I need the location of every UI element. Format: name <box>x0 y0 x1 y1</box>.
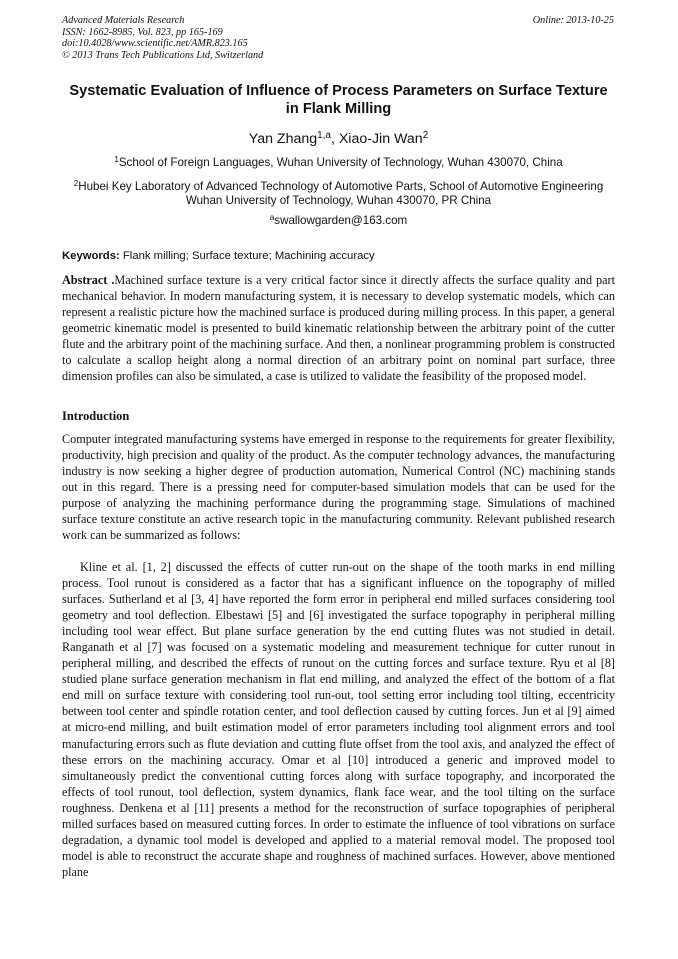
author-1: Yan Zhang <box>248 131 318 147</box>
author-line <box>62 131 615 148</box>
author-2: Xiao-Jin Wan <box>338 131 423 147</box>
affiliation-1-superscript: 1 <box>114 154 119 164</box>
keywords-section <box>62 249 615 263</box>
abstract-section <box>62 272 615 384</box>
affiliation-1-text: School of Foreign Languages, Wuhan University of Technology, Wuhan 430070, China <box>118 156 563 169</box>
affiliation-2 <box>62 180 615 208</box>
issn-line: ISSN: 1662-8985, Vol. 823, pp 165-169 <box>62 26 223 38</box>
author-2-superscript: 2 <box>422 130 429 142</box>
email-address[interactable]: swallowgarden@163.com <box>274 214 408 227</box>
paper-title: Systematic Evaluation of Influence of Process Parameters on Surface Texture in Flank Milling <box>69 83 608 117</box>
introduction-heading: Introduction <box>62 409 130 423</box>
keywords-label: Keywords: <box>62 250 120 262</box>
doi-line[interactable]: doi:10.4028/www.scientific.net/AMR.823.165 <box>62 38 248 50</box>
copyright-line: © 2013 Trans Tech Publications Ltd, Switzerland <box>62 49 264 61</box>
affiliation-2-text: Hubei Key Laboratory of Advanced Technology of Automotive Parts, School of Automotive Engineering Wuhan University of Technology, Wuhan 430070, PR China <box>78 180 604 208</box>
abstract-text: Machined surface texture is a very critical factor since it directly affects the surface quality and part mechanical behavior. In modern manufacturing system, it is necessary to develop systematic models, which can represent a realistic picture how the machined surface is produced during milling process. In this paper, a general geometric kinematic model is presented to build kinematic relationship between the arbitrary point of the cutter flute and the arbitrary point of the machining surface. And then, a nonlinear programming problem is constructed to calculate a scallop height along a normal direction of an arbitrary point on nominal part surface, three dimension profiles can also be simulated, a case is utilized to validate the feasibility of the proposed model. <box>62 273 615 384</box>
introduction-paragraph-1: Computer integrated manufacturing systems have emerged in response to the requirements for greater flexibility, productivity, high precision and quality of the product. As the computer technology advances, the manufacturing industry is now seeking a higher degree of production automation, Numerical Control (NC) machining stands out in this regard. There is a pressing need for computer-based simulation models that can be used for the purpose of analyzing the machining performance during the programming stage. Simulations of machined surface texture constitute an active research topic in the manufacturing community. Relevant published research work can be summarized as follows: <box>62 432 615 543</box>
contact-email <box>62 214 615 228</box>
introduction-paragraph-2: Kline et al. [1, 2] discussed the effects of cutter run-out on the shape of the tooth marks in end milling process. Tool runout is considered as a factor that has a significant influence on the topography of milled surfaces. Sutherland et al [3, 4] have reported the form error in peripheral end milled surfaces considering tool geometry and tool deflection. Elbestawi [5] and [6] investigated the surface topography in peripheral milling including tool wear effect. But plane surface generation by the end cutting flutes was not studied in detail. Ranganath et al [7] was focused on a systematic modeling and measurement technique for cutter runout in peripheral milling, and described the effects of runout on the cutting forces and surface texture. Ryu et al [8] studied plane surface generation mechanism in flat end milling, and analyzed the effect of the bottom of a flat end mill on surface texture with considering tool run-out, tool setting error including tool tilting, eccentricity between tool center and spindle rotation center, and tool deflection caused by cutting forces. Jun et al [9] aimed at micro-end milling, and built estimation model of error parameters including tool alignment errors and tool manufacturing errors such as flute deviation and cutting flute offset from the tool axis, and analyzed the effect of these errors on the machining accuracy. Omar et al [10] introduced a generic and improved model to simultaneously predict the conventional cutting forces along with surface topography, and incorporated the effects of tool runout, tool deflection, system dynamics, flank face wear, and the tool tilting on the surface roughness. Denkena et al [11] presents a method for the reconstruction of surface topographies of peripheral milled surfaces based on measured cutting forces. In order to estimate the influence of tool vibrations on surface degradation, a dynamic tool model is developed and applied to a material removal model. The proposed tool model is able to reconstruct the accurate shape and roughness of machined surfaces. However, above mentioned plane <box>62 560 615 879</box>
email-superscript: a <box>269 212 275 222</box>
keywords-text: Flank milling; Surface texture; Machining accuracy <box>119 250 375 262</box>
abstract-label: Abstract . <box>62 273 115 287</box>
journal-name: Advanced Materials Research <box>62 15 185 26</box>
author-1-superscript: 1,a <box>317 130 331 142</box>
journal-header <box>62 15 462 61</box>
affiliation-1 <box>62 156 615 170</box>
author-separator: , <box>330 131 339 147</box>
online-date: Online: 2013-10-25 <box>532 15 614 26</box>
affiliation-2-superscript: 2 <box>73 178 79 188</box>
